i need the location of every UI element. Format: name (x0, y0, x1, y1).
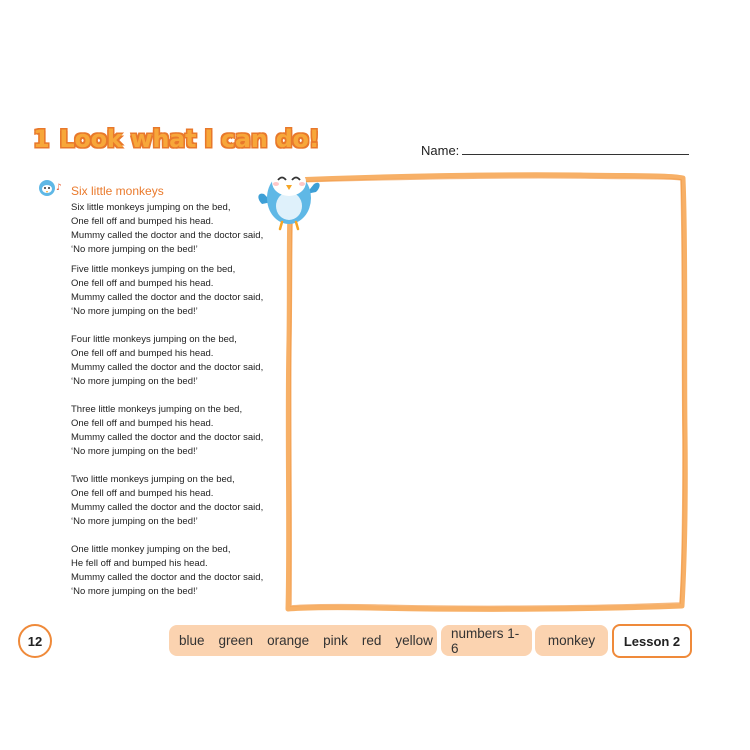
vocab-colors-pill (169, 625, 437, 656)
verse-line: ‘No more jumping on the bed!’ (71, 586, 198, 597)
verse-line: ‘No more jumping on the bed!’ (71, 516, 198, 527)
name-label: Name: (421, 143, 460, 158)
vocab-word: yellow (395, 633, 433, 648)
verse (71, 333, 281, 389)
verse-line: Five little monkeys jumping on the bed, (71, 264, 236, 275)
verse-line: Mummy called the doctor and the doctor said, (71, 432, 264, 443)
verse-line: Three little monkeys jumping on the bed, (71, 404, 243, 415)
verse-line: One fell off and bumped his head. (71, 418, 214, 429)
page-number: 12 (18, 624, 52, 658)
lesson-badge: Lesson 2 (612, 624, 692, 658)
title-number: 1 (33, 125, 50, 153)
verse-line: Mummy called the doctor and the doctor said, (71, 230, 264, 241)
verse-line: Mummy called the doctor and the doctor said, (71, 502, 264, 513)
verse-line: ‘No more jumping on the bed!’ (71, 376, 198, 387)
verse-line: One fell off and bumped his head. (71, 348, 214, 359)
drawing-frame[interactable] (280, 170, 692, 616)
verse-line: ‘No more jumping on the bed!’ (71, 306, 198, 317)
title-text: Look what I can do! (59, 125, 320, 153)
song-lyrics (71, 201, 281, 599)
verse (71, 543, 281, 599)
name-write-line[interactable] (462, 154, 689, 155)
vocab-word: numbers 1-6 (451, 625, 520, 656)
svg-text:♪: ♪ (56, 183, 62, 193)
verse-line: One fell off and bumped his head. (71, 488, 214, 499)
vocab-word: green (218, 633, 254, 648)
vocab-word: blue (179, 633, 205, 648)
verse-line: Mummy called the doctor and the doctor said, (71, 362, 264, 373)
music-bird-icon (36, 177, 66, 199)
verse (71, 473, 281, 529)
verse-line: He fell off and bumped his head. (71, 558, 208, 569)
verse-line: One little monkey jumping on the bed, (71, 544, 231, 555)
verse-line: ‘No more jumping on the bed!’ (71, 244, 198, 255)
song-title: Six little monkeys (71, 184, 164, 198)
vocab-word: monkey (547, 633, 596, 648)
name-field[interactable] (421, 143, 691, 161)
verse-line: Four little monkeys jumping on the bed, (71, 334, 237, 345)
verse-line: One fell off and bumped his head. (71, 278, 214, 289)
vocab-word: red (361, 633, 382, 648)
verse-line: ‘No more jumping on the bed!’ (71, 446, 198, 457)
bird-mascot (256, 164, 322, 232)
verse-line: Mummy called the doctor and the doctor said, (71, 292, 264, 303)
vocab-monkey-pill (535, 625, 608, 656)
vocab-word: pink (323, 633, 348, 648)
verse-line: Mummy called the doctor and the doctor said, (71, 572, 264, 583)
verse-line: Six little monkeys jumping on the bed, (71, 202, 231, 213)
verse (71, 201, 281, 257)
verse-line: Two little monkeys jumping on the bed, (71, 474, 235, 485)
verse-line: One fell off and bumped his head. (71, 216, 214, 227)
vocab-word: orange (267, 633, 310, 648)
vocab-numbers-pill (441, 625, 532, 656)
verse (71, 403, 281, 459)
verse (71, 263, 281, 319)
page-title (33, 125, 319, 153)
